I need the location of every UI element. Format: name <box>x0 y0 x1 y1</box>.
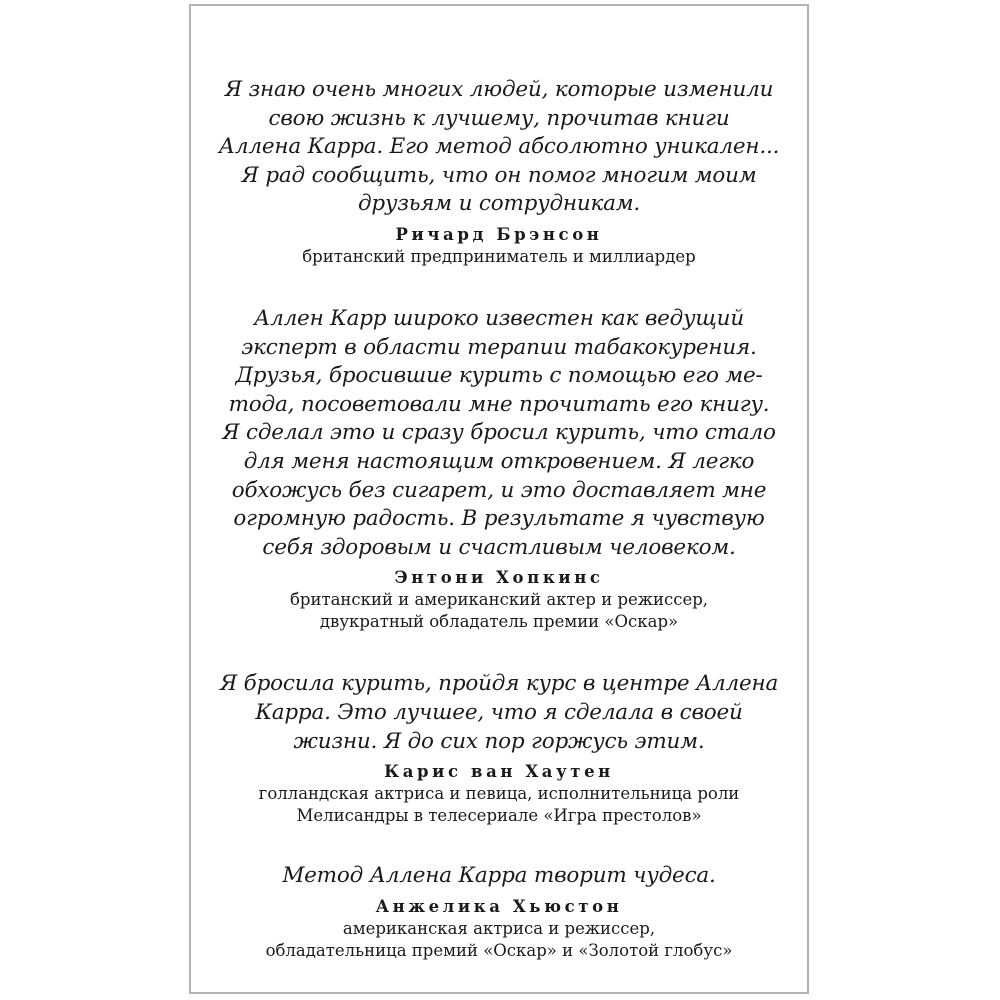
author-name: Анжелика Хьюстон <box>375 896 623 916</box>
quote-line: Аллен Карр широко известен как ведущий <box>254 305 744 331</box>
quote-line: друзьям и сотрудникам. <box>357 191 641 217</box>
quote-line: тода, посоветовали мне прочитать его книгу. <box>228 391 770 417</box>
author-description: Мелисандры в телесериале «Игра престолов» <box>296 806 702 826</box>
quote-line: для меня настоящим откровением. Я легко <box>243 448 755 474</box>
author-description: британский предприниматель и миллиардер <box>302 246 696 266</box>
author-name: Ричард Брэнсон <box>395 224 603 244</box>
quote-line: жизни. Я до сих пор горжусь этим. <box>293 728 705 754</box>
testimonial-huston <box>191 862 807 962</box>
quote-line: себя здоровым и счастливым человеком. <box>262 534 736 560</box>
author-name: Карис ван Хаутен <box>384 762 614 782</box>
quote-line: Я знаю очень многих людей, которые изменили <box>224 77 774 102</box>
page-frame <box>189 4 809 994</box>
quote-line: огромную радость. В результате я чувствую <box>233 506 765 532</box>
testimonial-branson <box>191 76 807 268</box>
quote-line: Я сделал это и сразу бросил курить, что стало <box>222 420 776 446</box>
testimonials-column <box>191 76 807 962</box>
quote-line: Метод Аллена Карра творит чудеса. <box>282 863 716 889</box>
author-description: обладательница премий «Оскар» и «Золотой глобус» <box>265 940 733 960</box>
author-description: голландская актриса и певица, исполнительница роли <box>258 784 740 804</box>
quote-line: Карра. Это лучшее, что я сделала в своей <box>255 699 743 725</box>
quote-line: эксперт в области терапии табакокурения. <box>241 334 757 360</box>
testimonial-van-houten <box>191 670 807 827</box>
quote-line: свою жизнь к лучшему, прочитав книги <box>268 105 730 131</box>
testimonial-hopkins <box>191 305 807 633</box>
quote-line: Аллена Карра. Его метод абсолютно уникален... <box>218 134 780 160</box>
quote-line: Я рад сообщить, что он помог многим моим <box>241 162 757 188</box>
author-description: британский и американский актер и режиссер, <box>289 590 709 610</box>
quote-line: Я бросила курить, пройдя курс в центре Аллена <box>219 671 779 697</box>
author-description: двукратный обладатель премии «Оскар» <box>319 612 679 632</box>
author-name: Энтони Хопкинс <box>394 568 604 588</box>
quote-line: Друзья, бросившие курить с помощью его ме- <box>235 363 763 389</box>
quote-line: обхожусь без сигарет, и это доставляет мне <box>231 477 767 503</box>
author-description: американская актриса и режиссер, <box>342 918 656 938</box>
